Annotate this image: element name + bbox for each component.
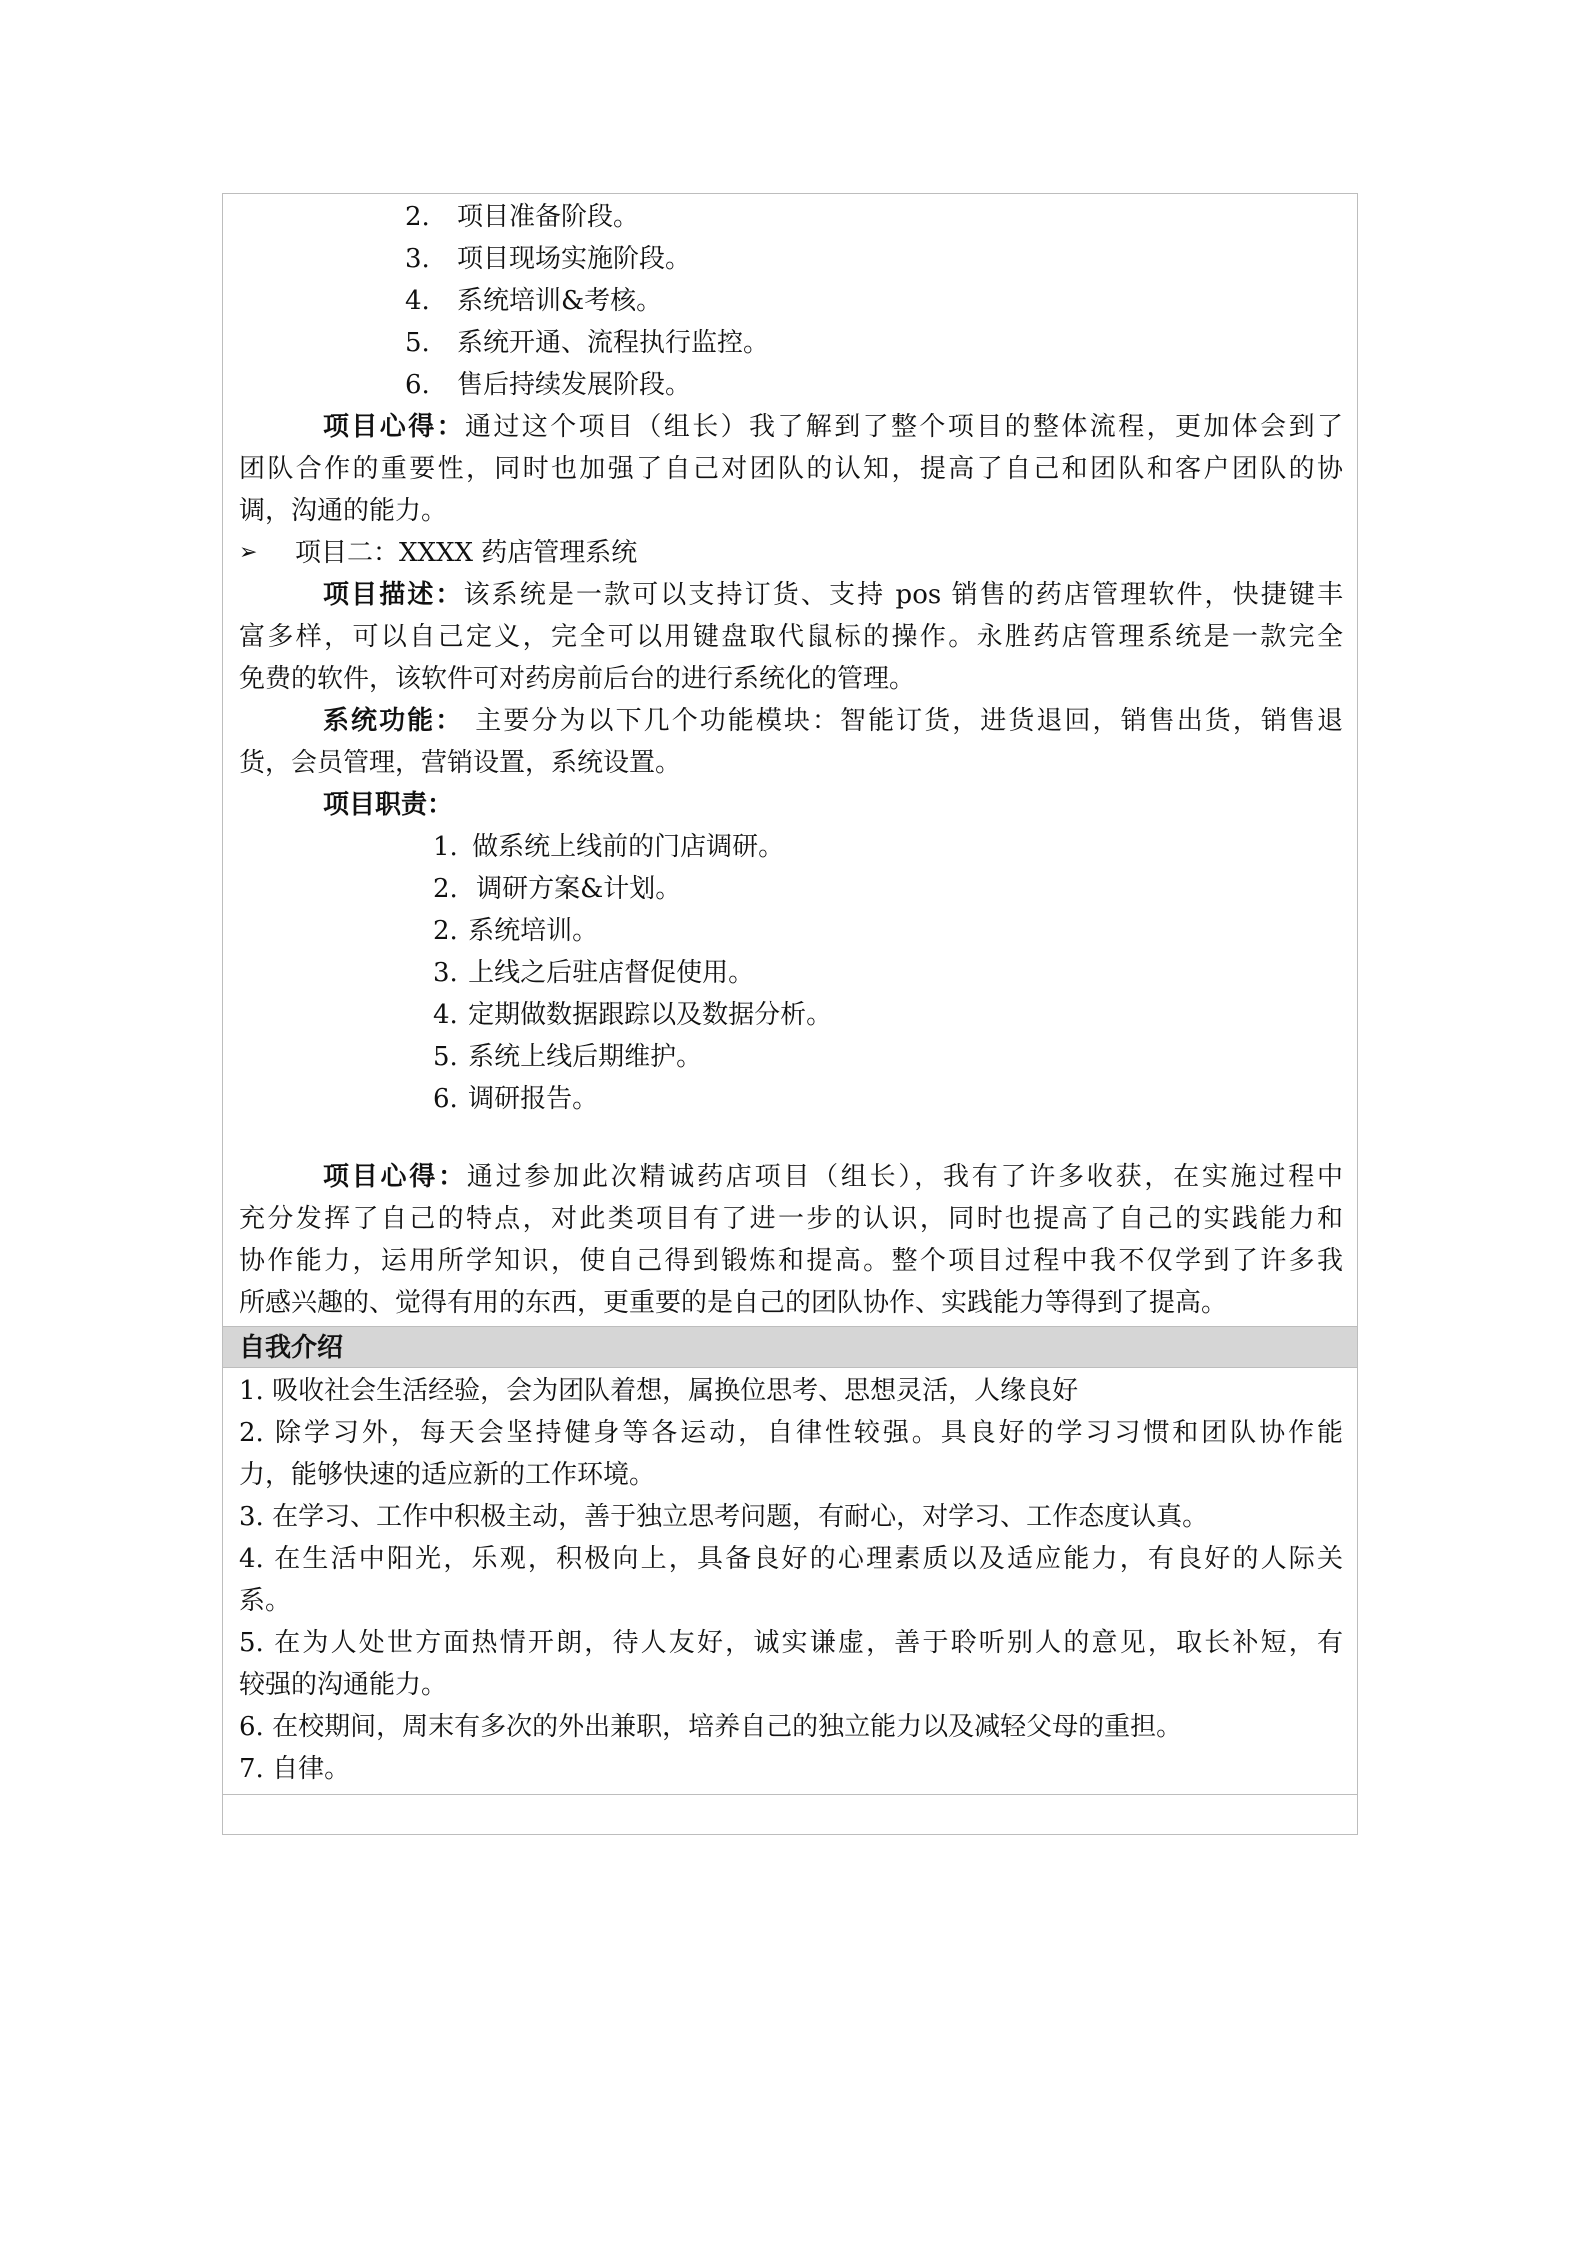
list-text: 项目现场实施阶段。 bbox=[457, 244, 692, 274]
list-number: 1. bbox=[433, 832, 458, 862]
reflection-text: 充分发挥了自己的特点，对此类项目有了进一步的认识，同时也提高了自己的实践能力和 bbox=[239, 1204, 1343, 1234]
list-text: 项目准备阶段。 bbox=[457, 202, 640, 232]
arrow-bullet-icon: ➢ bbox=[239, 540, 258, 565]
list-number: 3. bbox=[405, 244, 430, 274]
self-intro-header bbox=[223, 1326, 1357, 1368]
list-number: 4. bbox=[433, 1000, 458, 1030]
self-intro-line: 7. 自律。 bbox=[239, 1754, 351, 1784]
list-item bbox=[433, 1036, 1343, 1078]
list-text: 上线之后驻店督促使用。 bbox=[468, 958, 755, 988]
function-text: 主要分为以下几个功能模块：智能订货，进货退回，销售出货，销售退 bbox=[475, 706, 1343, 736]
list-number: 3. bbox=[433, 958, 458, 988]
list-text: 调研报告。 bbox=[468, 1084, 599, 1114]
list-text: 做系统上线前的门店调研。 bbox=[472, 832, 785, 862]
list-number: 4. bbox=[405, 286, 430, 316]
list-number: 5. bbox=[433, 1042, 458, 1072]
reflection-text: 调，沟通的能力。 bbox=[239, 496, 448, 526]
reflection-text: 协作能力，运用所学知识，使自己得到锻炼和提高。整个项目过程中我不仅学到了许多我 bbox=[239, 1246, 1343, 1276]
description-text: 免费的软件，该软件可对药房前后台的进行系统化的管理。 bbox=[239, 664, 916, 694]
function-label: 系统功能： bbox=[323, 706, 464, 736]
list-text: 系统上线后期维护。 bbox=[468, 1042, 703, 1072]
list-text: 定期做数据跟踪以及数据分析。 bbox=[468, 1000, 833, 1030]
description-label: 项目描述： bbox=[323, 580, 464, 610]
list-item bbox=[433, 910, 1343, 952]
list-text: 调研方案&计划。 bbox=[476, 874, 682, 904]
reflection-label: 项目心得： bbox=[323, 1162, 467, 1192]
self-intro-line: 4. 在生活中阳光，乐观，积极向上，具备良好的心理素质以及适应能力，有良好的人际关 bbox=[239, 1544, 1343, 1574]
description-text: 富多样，可以自己定义，完全可以用键盘取代鼠标的操作。永胜药店管理系统是一款完全 bbox=[239, 622, 1343, 652]
list-number: 2. bbox=[433, 874, 458, 904]
list-text: 系统培训。 bbox=[468, 916, 599, 946]
list-item bbox=[433, 952, 1343, 994]
list-text: 系统开通、流程执行监控。 bbox=[457, 328, 770, 358]
list-item bbox=[433, 826, 1343, 868]
self-intro-line: 1. 吸收社会生活经验，会为团队着想，属换位思考、思想灵活，人缘良好 bbox=[239, 1376, 1079, 1406]
list-item bbox=[433, 1078, 1343, 1120]
self-intro-line: 较强的沟通能力。 bbox=[239, 1670, 448, 1700]
list-number: 2. bbox=[405, 202, 430, 232]
list-number: 6. bbox=[405, 370, 430, 400]
duty-label: 项目职责： bbox=[323, 790, 454, 820]
reflection-text: 所感兴趣的、觉得有用的东西，更重要的是自己的团队协作、实践能力等得到了提高。 bbox=[239, 1288, 1228, 1318]
list-number: 5. bbox=[405, 328, 430, 358]
self-intro-line: 力，能够快速的适应新的工作环境。 bbox=[239, 1460, 656, 1490]
list-number: 6. bbox=[433, 1084, 458, 1114]
resume-table bbox=[222, 193, 1358, 1835]
reflection-label: 项目心得： bbox=[323, 412, 465, 442]
empty-table-row bbox=[223, 1794, 1357, 1836]
list-number: 2. bbox=[433, 916, 458, 946]
reflection-paragraph-line bbox=[323, 406, 1343, 448]
description-paragraph-line bbox=[323, 574, 1343, 616]
reflection-text: 团队合作的重要性，同时也加强了自己对团队的认知，提高了自己和团队和客户团队的协 bbox=[239, 454, 1343, 484]
self-intro-line: 5. 在为人处世方面热情开朗，待人友好，诚实谦虚，善于聆听别人的意见，取长补短，有 bbox=[239, 1628, 1343, 1658]
list-text: 售后持续发展阶段。 bbox=[457, 370, 692, 400]
project-experience-cell bbox=[223, 194, 1357, 1326]
list-item bbox=[433, 994, 1343, 1036]
function-text: 货，会员管理，营销设置，系统设置。 bbox=[239, 748, 682, 778]
reflection-text: 通过参加此次精诚药店项目（组长），我有了许多收获，在实施过程中 bbox=[466, 1162, 1343, 1192]
project-title: 项目二：XXXX 药店管理系统 bbox=[295, 538, 638, 568]
section-heading: 自我介绍 bbox=[239, 1333, 344, 1363]
function-paragraph-line bbox=[323, 700, 1343, 742]
self-intro-line: 系。 bbox=[239, 1586, 292, 1616]
self-intro-line: 6. 在校期间，周末有多次的外出兼职，培养自己的独立能力以及减轻父母的重担。 bbox=[239, 1712, 1183, 1742]
reflection-paragraph-line bbox=[323, 1156, 1343, 1198]
self-intro-line: 2. 除学习外，每天会坚持健身等各运动，自律性较强。具良好的学习习惯和团队协作能 bbox=[239, 1418, 1343, 1448]
list-text: 系统培训&考核。 bbox=[457, 286, 663, 316]
reflection-text: 通过这个项目（组长）我了解到了整个项目的整体流程，更加体会到了 bbox=[465, 412, 1343, 442]
self-intro-line: 3. 在学习、工作中积极主动，善于独立思考问题，有耐心，对学习、工作态度认真。 bbox=[239, 1502, 1209, 1532]
description-text: 该系统是一款可以支持订货、支持 pos 销售的药店管理软件，快捷键丰 bbox=[463, 580, 1343, 610]
list-item bbox=[433, 868, 1343, 910]
